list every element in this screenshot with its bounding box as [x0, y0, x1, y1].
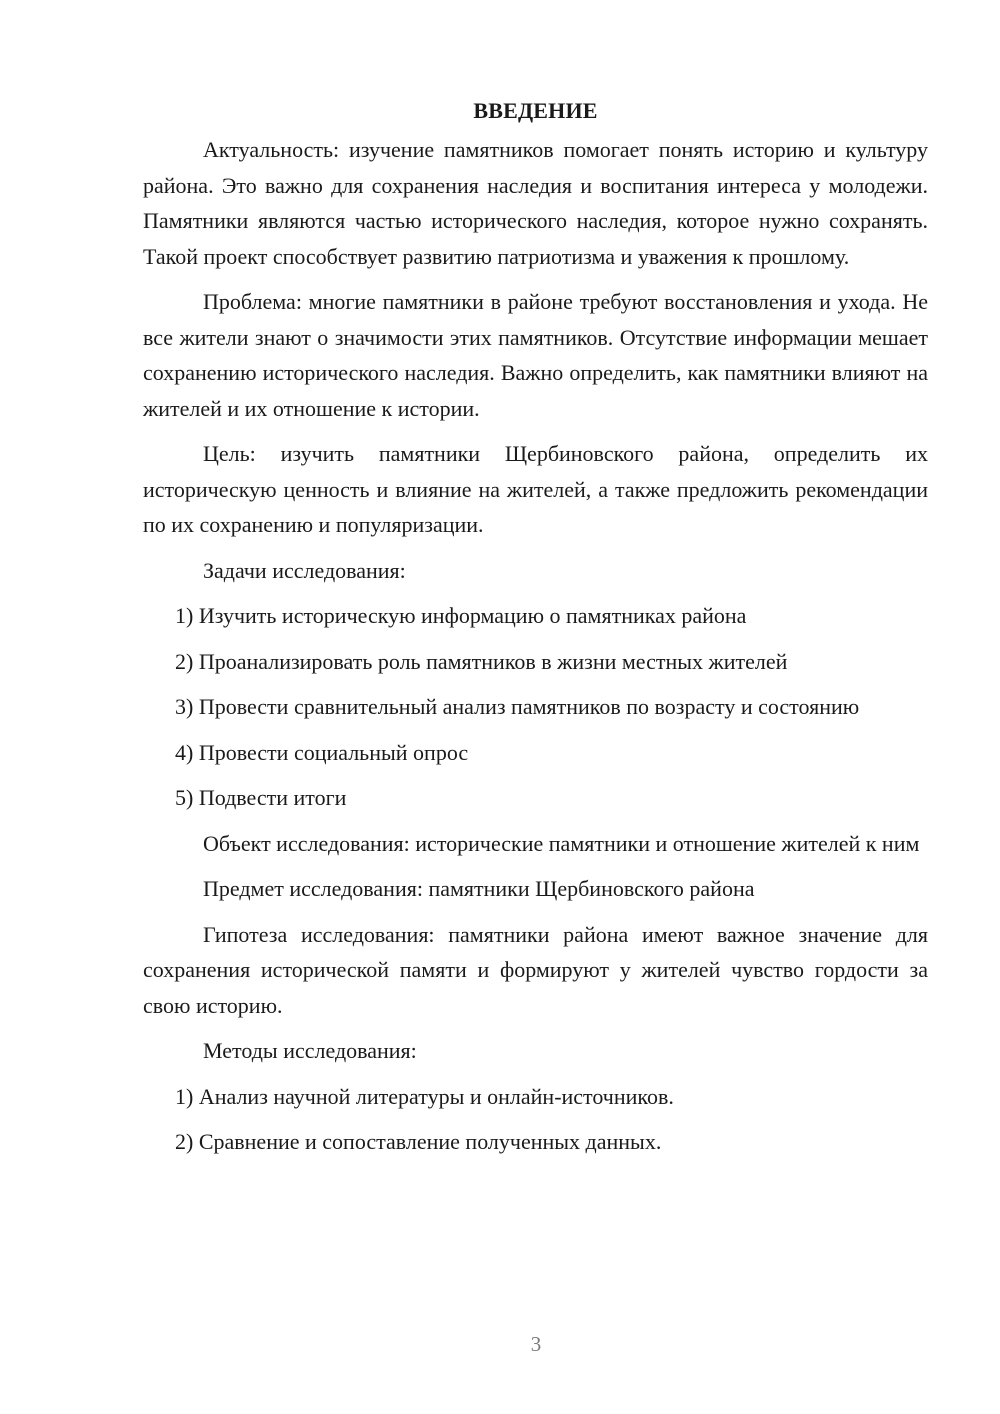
paragraph-hypothesis: Гипотеза исследования: памятники района имеют важное значение для сохранения исторической памяти и формируют у жителей чувство гордости за свою историю. — [143, 921, 928, 1018]
paragraph-problem: Проблема: многие памятники в районе требуют восстановления и ухода. Не все жители знают о значимости этих памятников. Отсутствие информации мешает сохранению исторического наследия. Важно определить, как памятники влияют на жителей и их отношение к истории. — [143, 289, 928, 421]
page-number: 3 — [530, 1332, 542, 1356]
method-item-2: 2) Сравнение и сопоставление полученных данных. — [175, 1129, 662, 1154]
paragraph-goal: Цель: изучить памятники Щербиновского района, определить их историческую ценность и влияние на жителей, а также предложить рекомендации по их сохранению и популяризации. — [143, 441, 928, 537]
task-item-5: 5) Подвести итоги — [175, 785, 347, 810]
page-content — [143, 96, 928, 1170]
paragraph-subject: Предмет исследования: памятники Щербиновского района — [203, 876, 755, 901]
method-item-1: 1) Анализ научной литературы и онлайн-источников. — [175, 1083, 674, 1109]
task-item-3: 3) Провести сравнительный анализ памятников по возрасту и состоянию — [175, 694, 860, 719]
paragraph-object: Объект исследования: исторические памятники и отношение жителей к ним — [203, 830, 920, 856]
task-item-1: 1) Изучить историческую информацию о памятниках района — [175, 603, 747, 628]
task-item-2: 2) Проанализировать роль памятников в жизни местных жителей — [175, 648, 788, 674]
task-item-4: 4) Провести социальный опрос — [175, 739, 469, 765]
tasks-title: Задачи исследования: — [203, 557, 406, 583]
section-heading: ВВЕДЕНИЕ — [473, 98, 598, 123]
methods-title: Методы исследования: — [203, 1038, 417, 1063]
paragraph-relevance: Актуальность: изучение памятников помогает понять историю и культуру района. Это важно для сохранения наследия и воспитания интереса у молодежи. Памятники являются частью исторического наследия, которое нужно сохранять. Такой проект способствует развитию патриотизма и уважения к прошлому. — [143, 137, 928, 269]
